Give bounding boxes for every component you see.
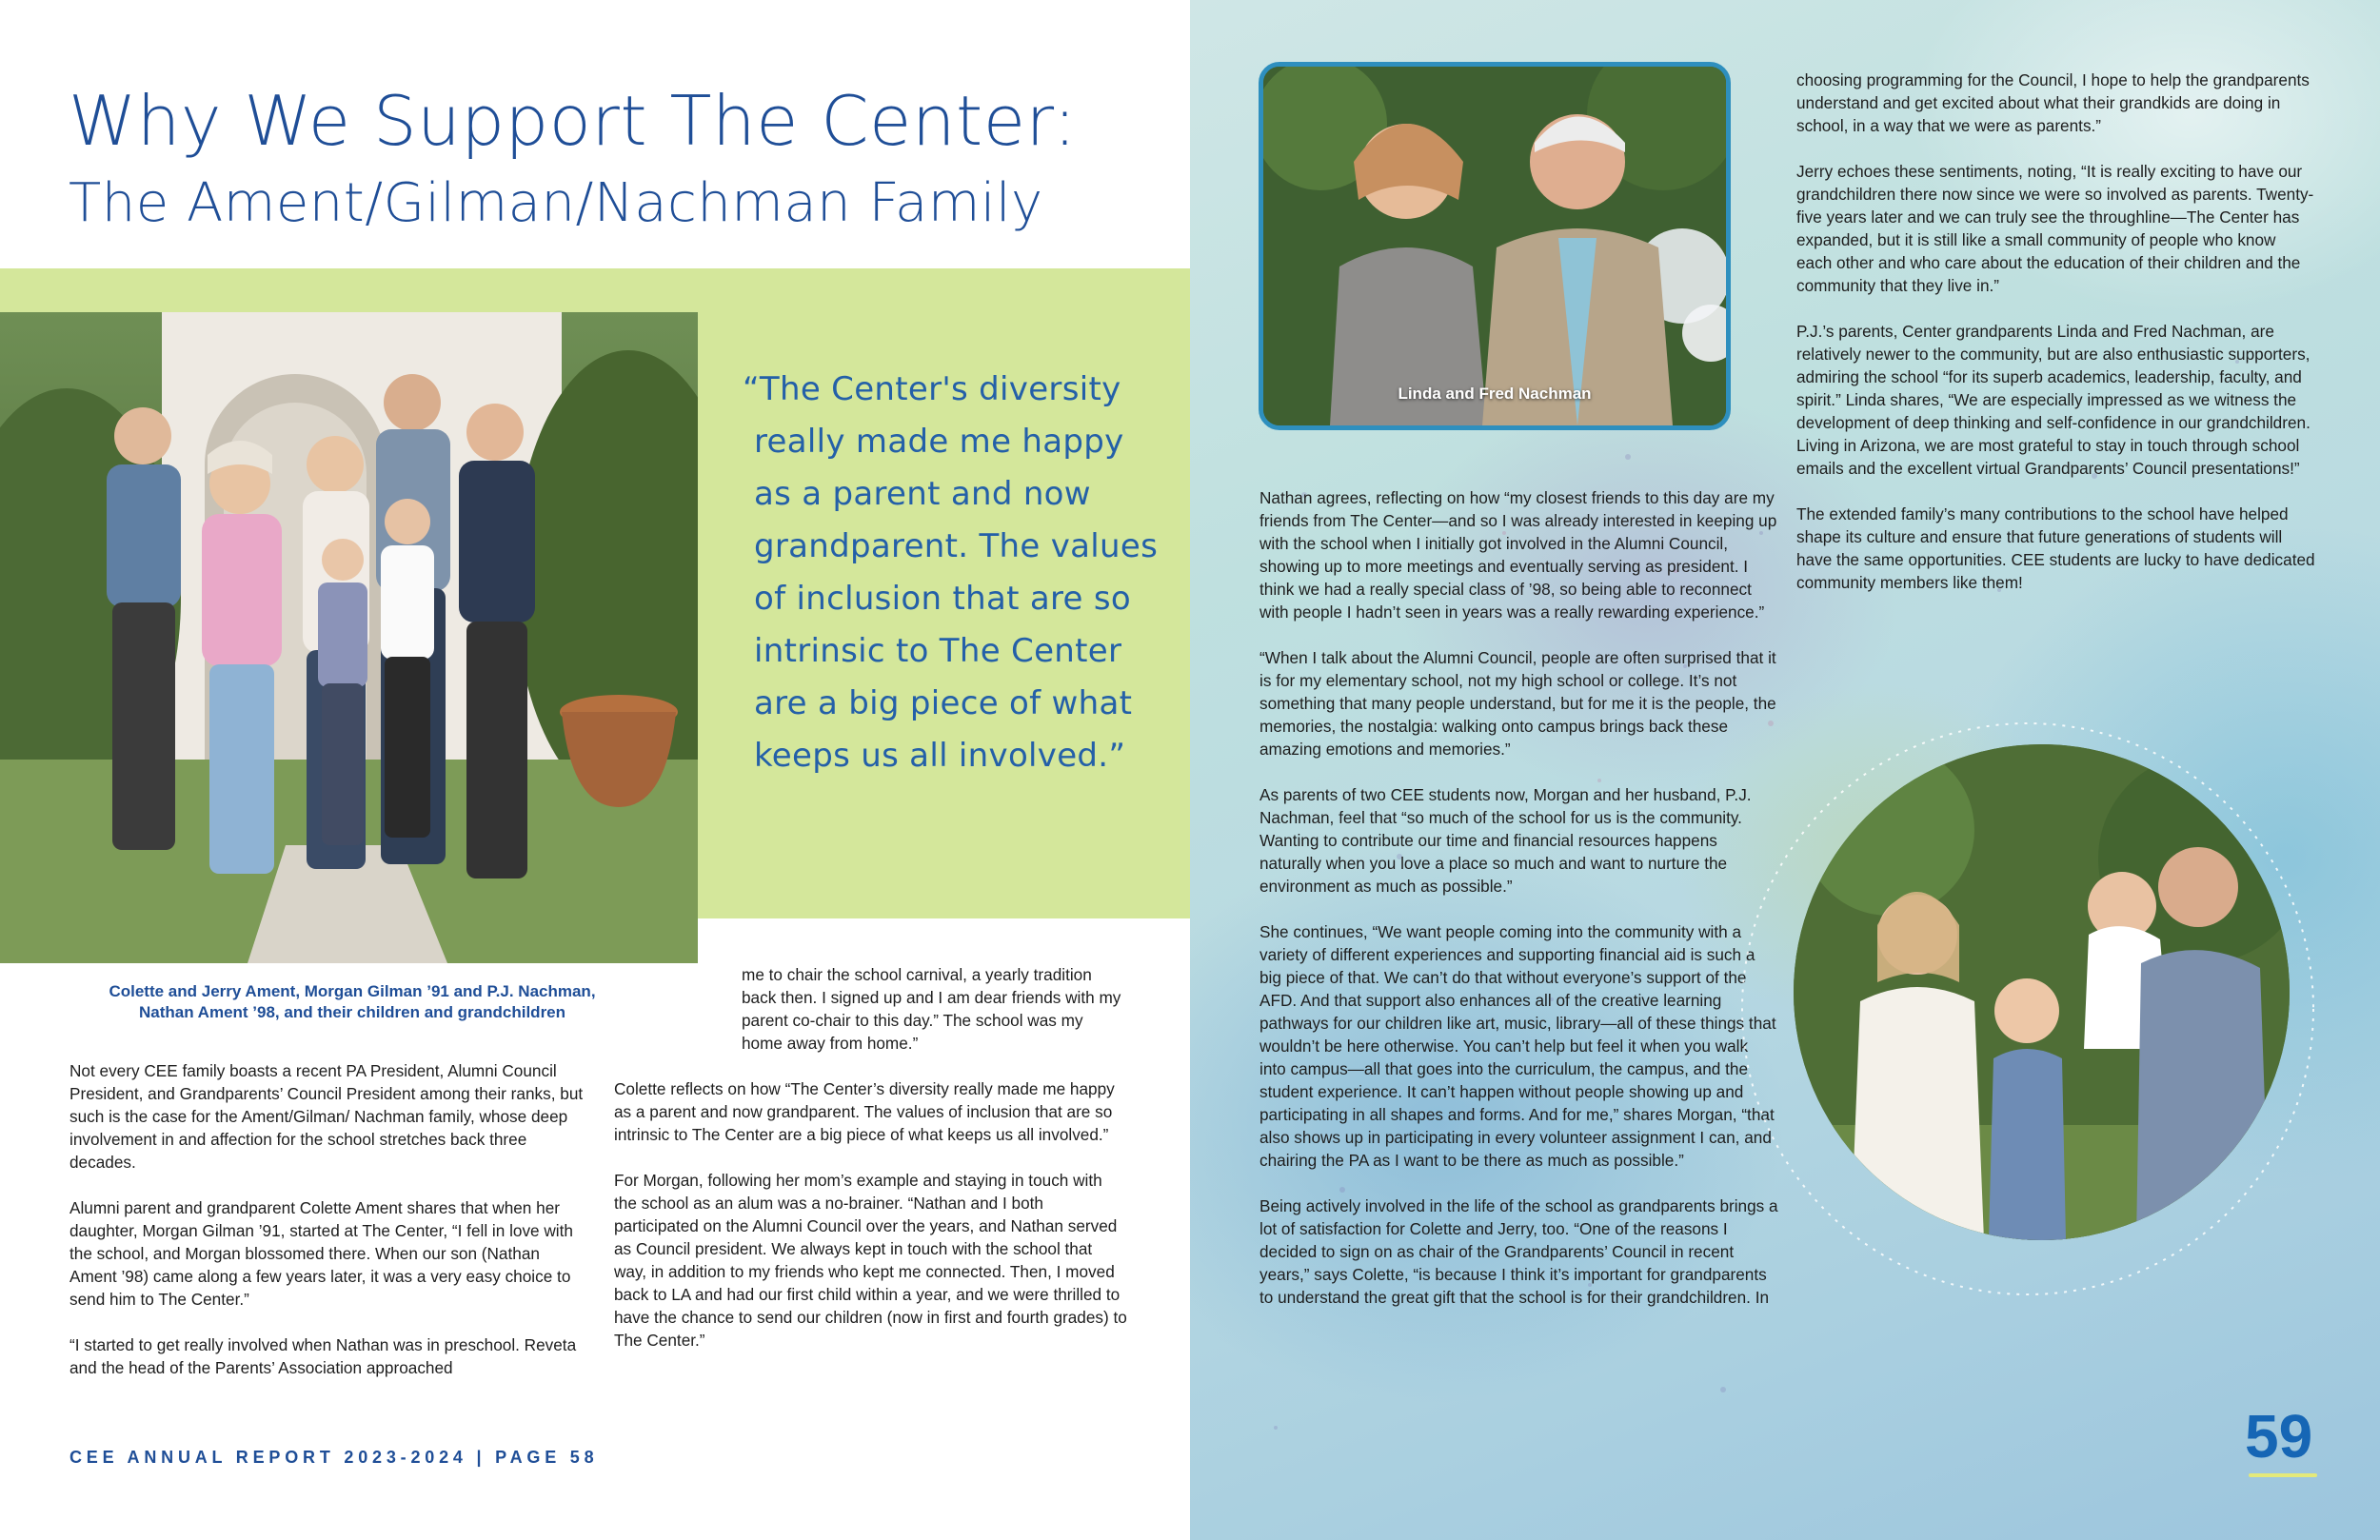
pull-quote-line: keeps us all involved.” <box>754 737 1126 775</box>
pull-quote-line: are a big piece of what <box>754 684 1133 722</box>
page-number: 59 <box>2245 1402 2313 1471</box>
pull-quote <box>743 364 1161 782</box>
pull-quote-line: intrinsic to The Center <box>754 632 1122 670</box>
caption-line-1: Colette and Jerry Ament, Morgan Gilman ’91 and P.J. Nachman, <box>109 982 596 1000</box>
left-column-1 <box>69 1059 584 1379</box>
family-photo <box>0 312 698 963</box>
paragraph: Alumni parent and grandparent Colette Ament shares that when her daughter, Morgan Gilman ’91, started at The Center, “I fell in love with the school, and Morgan blossomed there. When our son (Nathan Ament ’98) came along a few years later, it was a very easy choice to send him to The Center.” <box>69 1198 573 1309</box>
right-column-1 <box>1259 486 1778 1309</box>
paragraph: “When I talk about the Alumni Council, people are often surprised that it is for my elementary school, not my high school or college. It’s not something that many people understand, but for me it is the people, the memories, the nostalgia: walking onto campus brings back these amazing emotions and memories.” <box>1259 648 1776 759</box>
title-line-2: The Ament/Gilman/Nachman Family <box>69 172 1043 234</box>
caption-line-2: Nathan Ament ’98, and their children and grandchildren <box>138 1003 566 1021</box>
paragraph: Nathan agrees, reflecting on how “my closest friends to this day are my friends from The Center—and so I was already interested in keeping up with the school when I initially got involved in the Alumni Council, showing up to more meetings and eventually serving as president. I think we had a really special class of ’98, so being able to reconnect with people I hadn’t seen in years was a really rewarding experience.” <box>1259 488 1777 622</box>
pull-quote-line: “The Center's diversity <box>743 370 1121 408</box>
page-footer: CEE ANNUAL REPORT 2023-2024 | PAGE 58 <box>69 1448 599 1467</box>
photo-label: Linda and Fred Nachman <box>1398 385 1592 403</box>
right-column-2 <box>1796 69 2315 594</box>
article-title <box>69 78 1163 244</box>
paragraph: Being actively involved in the life of the school as grandparents brings a lot of satisfaction for Colette and Jerry, too. “One of the reasons I decided to sign on as chair of the Grandparents’ Council in recent years,” says Colette, “is because I think it’s important for grandparents to understand the great gift that the school is for their grandchildren. In <box>1259 1196 1778 1307</box>
paragraph: “I started to get really involved when Nathan was in preschool. Reveta and the head of the Parents’ Association approached <box>69 1335 577 1377</box>
paragraph: choosing programming for the Council, I hope to help the grandparents understand and get excited about what their grandkids are doing in school, in a way that we were as parents.” <box>1796 70 2310 135</box>
paragraph: Not every CEE family boasts a recent PA President, Alumni Council President, and Grandparents’ Council President among their ranks, but such is the case for the Ament/Gilman/ Nachman family, whose deep involvement in and affection for the school stretches back three decades. <box>69 1061 584 1172</box>
pull-quote-line: of inclusion that are so <box>754 580 1131 618</box>
paragraph: P.J.’s parents, Center grandparents Linda and Fred Nachman, are relatively newer to the community, but are also enthusiastic supporters, admiring the school “for its superb academics, leadership, faculty, and spirit.” Linda shares, “We are especially impressed as we witness the development of deep thinking and self-confidence in our grandchildren. Living in Arizona, we are most grateful to stay in touch through school emails and the excellent virtual Grandparents’ Council presentations!” <box>1796 322 2311 478</box>
pull-quote-line: really made me happy <box>754 423 1124 461</box>
title-line-1: Why We Support The Center: <box>69 81 1078 161</box>
left-column-2 <box>614 963 1128 1352</box>
pull-quote-line: as a parent and now <box>754 475 1091 513</box>
page-number-underline <box>2249 1473 2317 1477</box>
nachman-photo <box>1259 62 1731 430</box>
right-page <box>1190 0 2380 1540</box>
pull-quote-line: grandparent. The values <box>754 527 1159 565</box>
paragraph-continuation: me to chair the school carnival, a yearly tradition back then. I signed up and I am dear friends with my parent co-chair to this day.” The school was my home away from home.” <box>742 965 1121 1053</box>
paragraph: She continues, “We want people coming into the community with a variety of different experiences and supporting financial aid is such a big piece of that. We can’t do that without everyone’s support of the AFD. And that support also enhances all of the creative learning pathways for our children like art, music, library—all of these things that wouldn’t be here otherwise. You can’t help but feel it when you walk into campus—all that goes into the curriculum, the campus, and the student experience. It can’t happen without people showing up and participating in all shapes and forms. And for me,” shares Morgan, “that also shows up in participating in every volunteer assignment I can, and chairing the PA as I want to be there as much as possible.” <box>1259 922 1776 1170</box>
circle-family-photo <box>1794 744 2290 1240</box>
paragraph: For Morgan, following her mom’s example and staying in touch with the school as an alum was a no-brainer. “Nathan and I both participated on the Alumni Council over the years, and Nathan served as Council president. We always kept in touch with the school that way, in addition to my friends who kept me connected. Then, I moved back to LA and had our first child within a year, and we were thrilled to have the chance to send our children (now in first and fourth grades) to The Center.” <box>614 1171 1127 1350</box>
photo-caption <box>57 981 647 1023</box>
paragraph: As parents of two CEE students now, Morgan and her husband, P.J. Nachman, feel that “so much of the school for us is the community. Wanting to contribute our time and financial resources happens naturally when you love a place so much and want to nurture the environment as much as possible.” <box>1259 785 1752 896</box>
paragraph: Colette reflects on how “The Center’s diversity really made me happy as a parent and now grandparent. The values of inclusion that are so intrinsic to The Center are a big piece of what keeps us all involved.” <box>614 1079 1115 1144</box>
paragraph: The extended family’s many contributions to the school have helped shape its culture and ensure that future generations of students will have the same opportunities. CEE students are lucky to have dedicated community members like them! <box>1796 504 2315 592</box>
paragraph: Jerry echoes these sentiments, noting, “It is really exciting to have our grandchildren there now since we were so involved as parents. Twenty-five years later and we can truly see the throughline—The Center has expanded, but it is still like a small community of people who know each other and who care about the education of their children and the community that they live in.” <box>1796 162 2314 295</box>
